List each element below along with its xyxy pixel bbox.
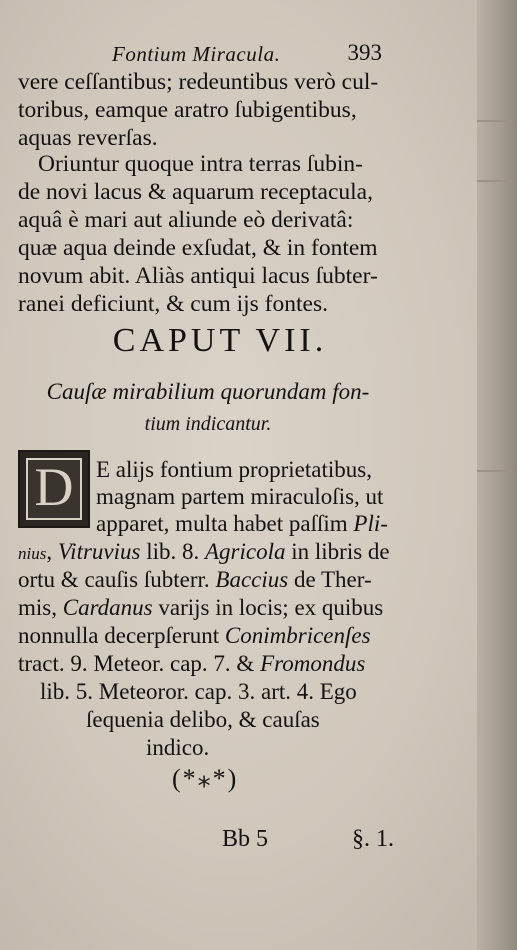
author-name: Conimbricenſes [224, 623, 371, 648]
author-name: Cardanus [62, 595, 153, 620]
page-number: 393 [347, 40, 382, 65]
text-line: toribus, eamque aratro ſubigentibus, [18, 97, 357, 123]
text-line: lib. 5. Meteoror. cap. 3. art. 4. Ego [40, 679, 357, 704]
decorated-initial [18, 450, 90, 528]
text-line: vere ceſſantibus; redeuntibus verò cul- [18, 69, 379, 95]
text-span: mis, [18, 595, 63, 620]
text-line: Oriuntur quoque intra terras ſubin- [38, 151, 363, 177]
text-span: tract. 9. Meteor. cap. 7. & [18, 651, 261, 676]
text-line: E alijs fontium proprietatibus, [96, 457, 372, 482]
text-span: , [46, 539, 58, 564]
author-name: Fromondus [260, 651, 366, 676]
author-name: Pli- [353, 511, 388, 536]
text-line: aquas reverſas. [18, 125, 158, 151]
text-line [96, 510, 388, 537]
text-span: ortu & cauſis ſubterr. [18, 567, 216, 592]
text-span: in libris de [285, 539, 390, 564]
text-line [18, 538, 390, 567]
chapter-subtitle: tium indicantur. [144, 413, 272, 435]
text-line [18, 650, 365, 677]
author-name: Agricola [205, 539, 286, 564]
author-name: nius [18, 544, 47, 563]
text-line: de novi lacus & aquarum receptacula, [18, 179, 373, 205]
author-name: Vitruvius [57, 539, 141, 564]
text-line [18, 594, 383, 621]
text-span: nonnulla decerpſerunt [18, 623, 225, 648]
text-span: de Ther- [288, 567, 372, 592]
text-line: novum abit. Aliàs antiqui lacus ſubter- [18, 263, 378, 289]
text-line [18, 566, 372, 593]
bleed-through-mark [477, 180, 513, 182]
text-line: indico. [146, 735, 210, 760]
text-line: ranei deficiunt, & cum iјs fontes. [18, 291, 328, 317]
text-line: quæ aqua deinde exſudat, & in fontem [18, 235, 378, 261]
signature-mark: Bb 5 [222, 826, 269, 852]
text-span: apparet, multa habet paſſim [96, 511, 354, 536]
initial-letter: D [34, 457, 74, 517]
text-span: varijs in locis; ex quibus [152, 595, 384, 620]
bleed-through-mark [477, 470, 513, 472]
page-edge [477, 0, 517, 950]
running-title: Fontium Miracula. [112, 42, 281, 66]
text-line: aquâ è mari aut aliunde eò derivatâ: [18, 207, 354, 233]
text-line: ſequenia delibo, & cauſas [86, 707, 320, 732]
text-line [18, 622, 371, 649]
catchword: §. 1. [352, 826, 394, 852]
chapter-heading: CAPUT VII. [112, 322, 328, 359]
chapter-subtitle: Cauſæ mirabilium quorundam fon- [46, 379, 370, 404]
text-line: magnam partem miraculoſis, ut [96, 484, 384, 509]
author-name: Baccius [215, 567, 289, 592]
bleed-through-mark [477, 120, 513, 122]
ornament: (*⁎*) [172, 764, 239, 793]
running-header [112, 40, 382, 70]
text-span: lib. 8. [140, 539, 205, 564]
